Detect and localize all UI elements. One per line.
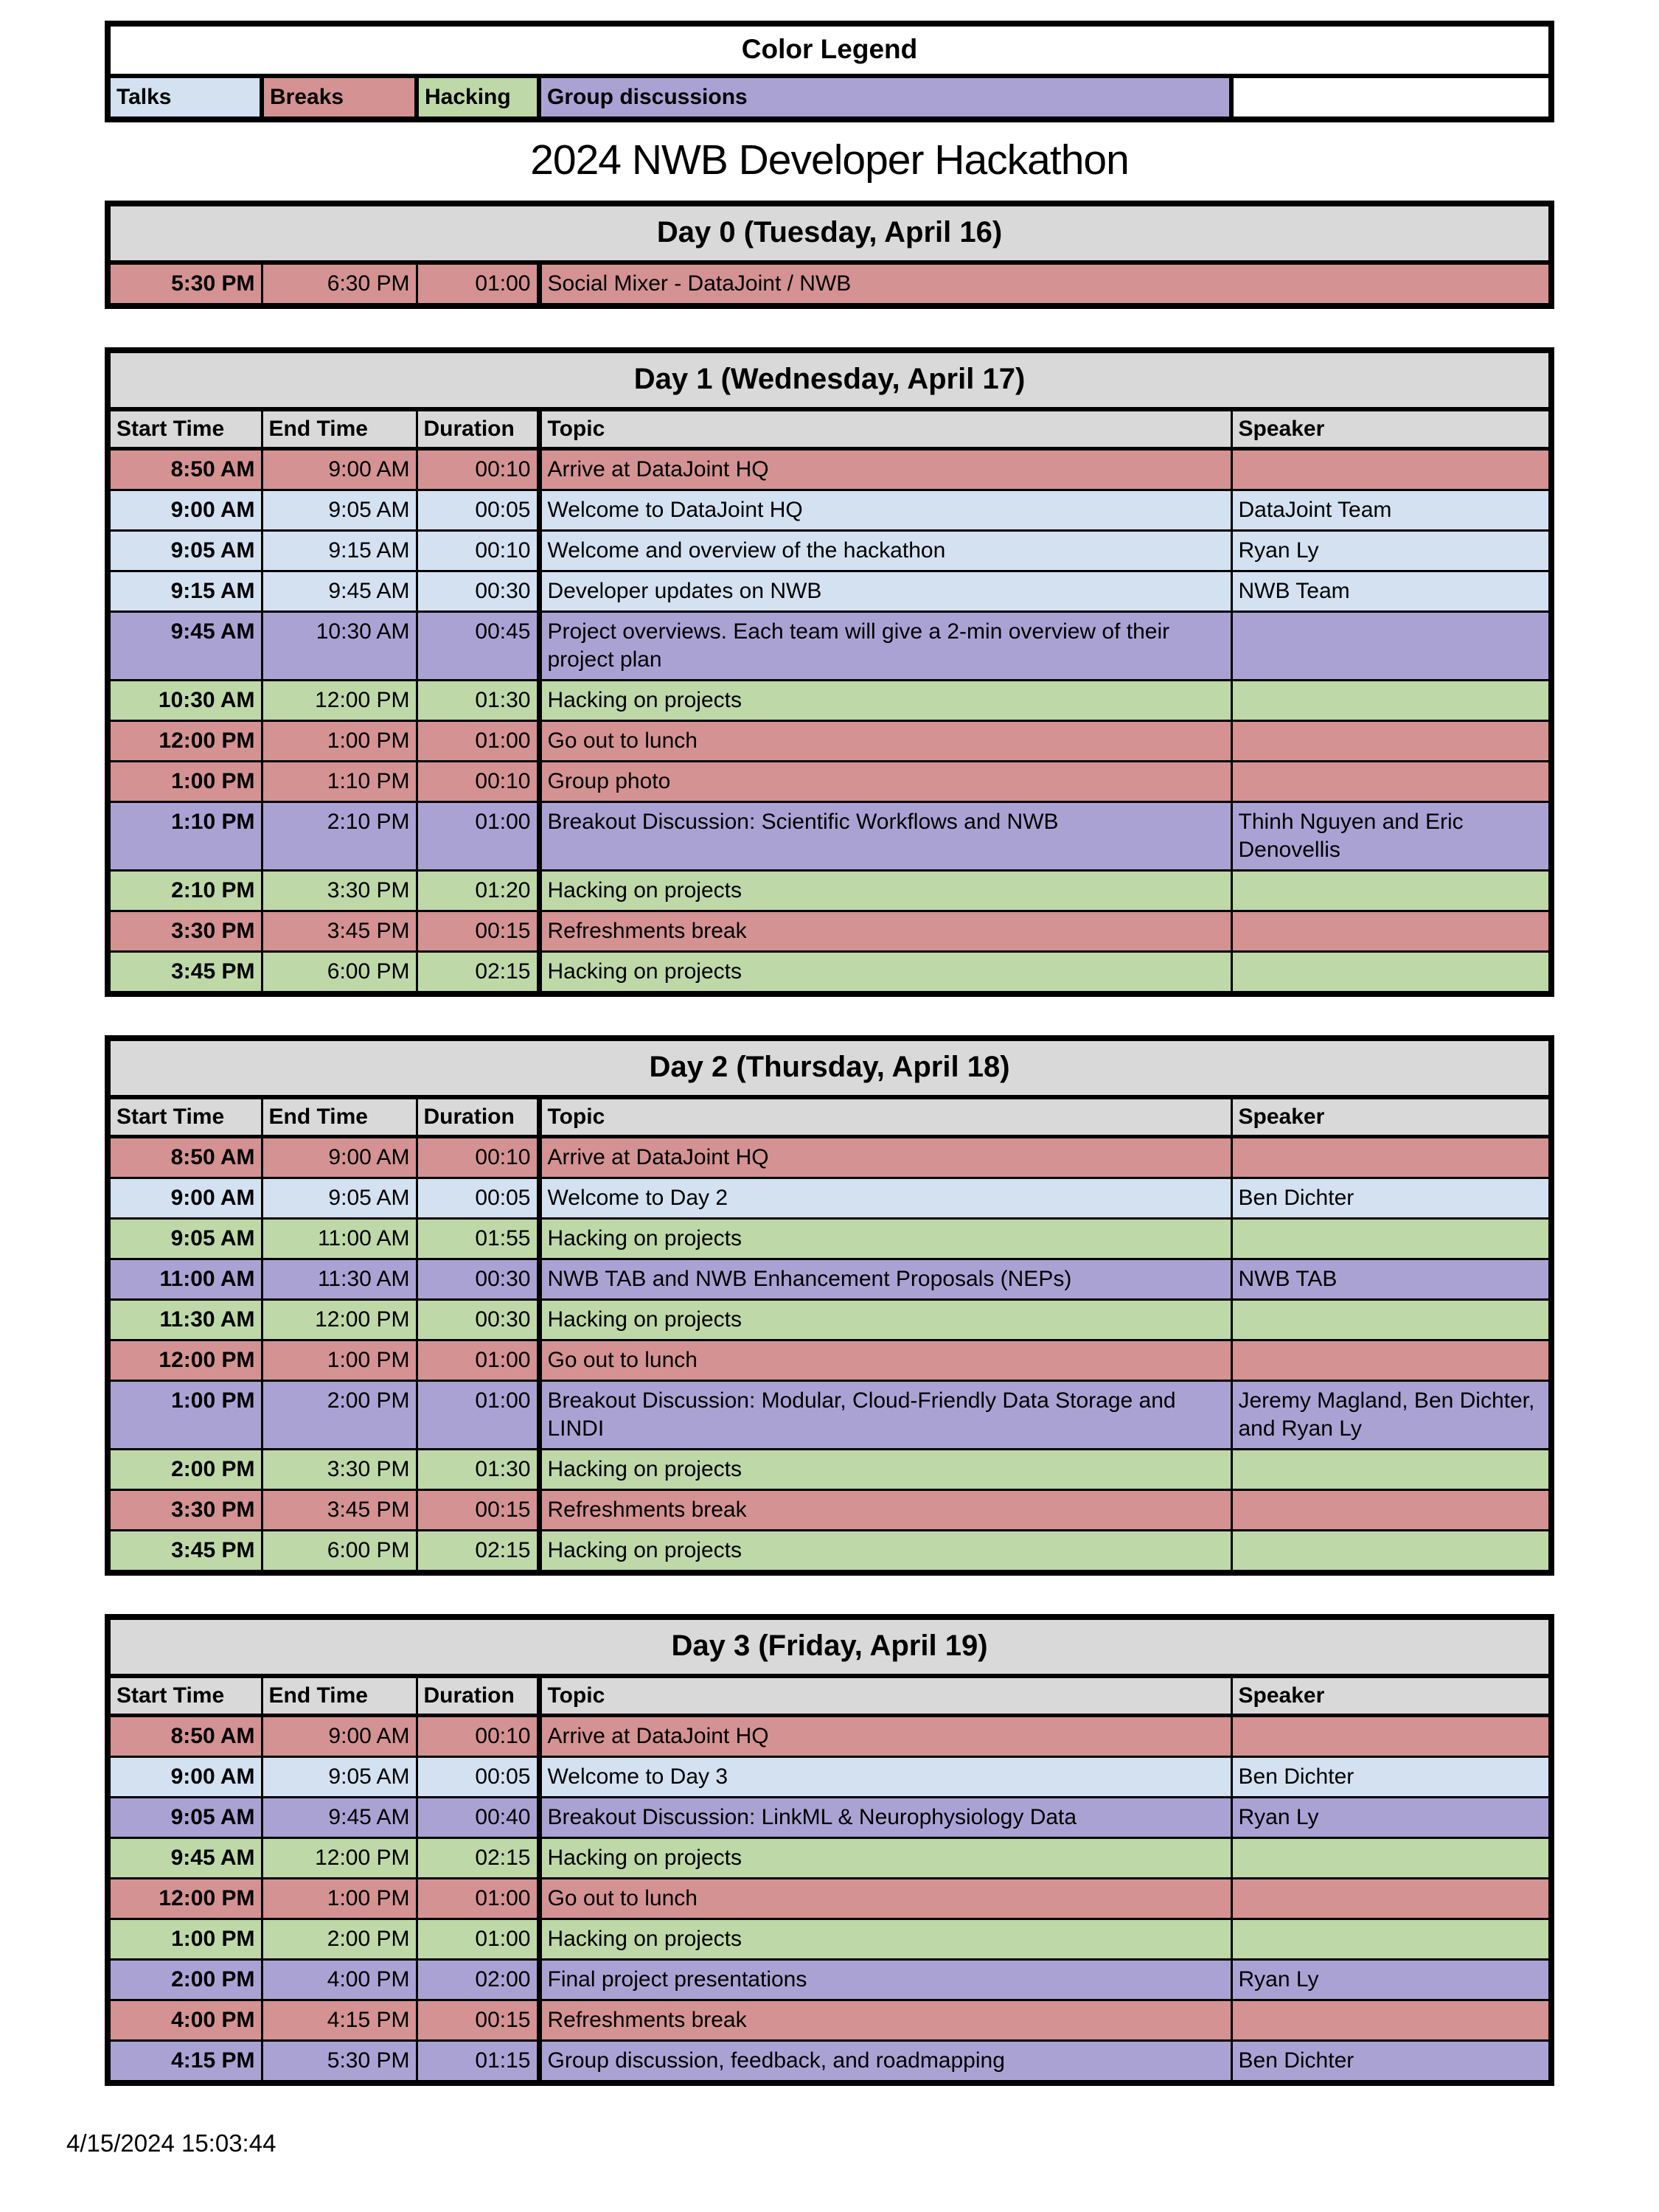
column-header-start-time: Start Time (111, 1676, 262, 1716)
cell-start-time: 2:00 PM (111, 1450, 262, 1490)
day-table (105, 1614, 1554, 2086)
cell-topic: Hacking on projects (539, 1838, 1231, 1879)
cell-duration: 01:00 (417, 1340, 539, 1381)
cell-topic: Developer updates on NWB (539, 571, 1231, 612)
cell-end-time: 4:15 PM (262, 2000, 417, 2041)
cell-duration: 00:15 (417, 911, 539, 952)
cell-duration: 00:10 (417, 1137, 539, 1178)
cell-topic: Hacking on projects (539, 1450, 1231, 1490)
cell-speaker: Ben Dichter (1231, 1757, 1548, 1798)
cell-speaker (1231, 952, 1548, 992)
cell-end-time: 1:00 PM (262, 721, 417, 762)
cell-start-time: 4:15 PM (111, 2041, 262, 2081)
column-header-duration: Duration (417, 1097, 539, 1137)
cell-start-time: 1:00 PM (111, 1919, 262, 1960)
cell-speaker (1231, 1919, 1548, 1960)
day-title-row (111, 206, 1548, 262)
cell-start-time: 8:50 AM (111, 1716, 262, 1757)
cell-duration: 00:45 (417, 612, 539, 681)
cell-duration: 00:15 (417, 2000, 539, 2041)
cell-topic: Hacking on projects (539, 1531, 1231, 1571)
cell-topic: Breakout Discussion: Modular, Cloud-Friendly Data Storage and LINDI (539, 1381, 1231, 1450)
cell-speaker: NWB Team (1231, 571, 1548, 612)
schedule-row (111, 1219, 1548, 1259)
legend-item-group-discussions: Group discussions (539, 76, 1231, 116)
column-header-speaker: Speaker (1231, 1097, 1548, 1137)
schedule-row (111, 1716, 1548, 1757)
cell-start-time: 1:10 PM (111, 802, 262, 871)
cell-speaker (1231, 871, 1548, 911)
cell-topic: Final project presentations (539, 1960, 1231, 2000)
cell-start-time: 4:00 PM (111, 2000, 262, 2041)
cell-start-time: 10:30 AM (111, 681, 262, 721)
cell-duration: 00:30 (417, 571, 539, 612)
cell-duration: 01:55 (417, 1219, 539, 1259)
cell-end-time: 9:00 AM (262, 449, 417, 490)
schedule-row (111, 681, 1548, 721)
cell-end-time: 2:00 PM (262, 1919, 417, 1960)
schedule-row (111, 1300, 1548, 1340)
cell-start-time: 3:30 PM (111, 1490, 262, 1531)
cell-end-time: 9:15 AM (262, 531, 417, 571)
cell-start-time: 3:45 PM (111, 952, 262, 992)
column-header-row (111, 1676, 1548, 1716)
legend-item-hacking: Hacking (417, 76, 539, 116)
schedule-row (111, 490, 1548, 531)
cell-end-time: 9:00 AM (262, 1716, 417, 1757)
cell-topic: Hacking on projects (539, 952, 1231, 992)
cell-speaker (1231, 1490, 1548, 1531)
schedule-row (111, 1178, 1548, 1219)
cell-speaker: Ben Dichter (1231, 1178, 1548, 1219)
cell-topic: Project overviews. Each team will give a 2-min overview of their project plan (539, 612, 1231, 681)
cell-duration: 01:20 (417, 871, 539, 911)
cell-topic: Refreshments break (539, 2000, 1231, 2041)
cell-start-time: 9:05 AM (111, 531, 262, 571)
cell-duration: 02:00 (417, 1960, 539, 2000)
cell-speaker (1231, 721, 1548, 762)
schedule-row (111, 952, 1548, 992)
cell-duration: 02:15 (417, 952, 539, 992)
cell-end-time: 3:45 PM (262, 1490, 417, 1531)
cell-start-time: 3:45 PM (111, 1531, 262, 1571)
cell-end-time: 12:00 PM (262, 1300, 417, 1340)
cell-topic: Breakout Discussion: Scientific Workflows and NWB (539, 802, 1231, 871)
cell-end-time: 6:30 PM (262, 262, 417, 303)
cell-end-time: 12:00 PM (262, 681, 417, 721)
column-header-start-time: Start Time (111, 409, 262, 449)
cell-start-time: 12:00 PM (111, 1340, 262, 1381)
schedule-row (111, 1531, 1548, 1571)
column-header-topic: Topic (539, 1097, 1231, 1137)
cell-duration: 00:30 (417, 1300, 539, 1340)
schedule-row (111, 802, 1548, 871)
cell-speaker (1231, 911, 1548, 952)
cell-speaker: Jeremy Magland, Ben Dichter, and Ryan Ly (1231, 1381, 1548, 1450)
cell-start-time: 9:05 AM (111, 1798, 262, 1838)
cell-end-time: 4:00 PM (262, 1960, 417, 2000)
cell-speaker: Ryan Ly (1231, 1960, 1548, 2000)
cell-end-time: 5:30 PM (262, 2041, 417, 2081)
cell-speaker: Thinh Nguyen and Eric Denovellis (1231, 802, 1548, 871)
schedule-row (111, 531, 1548, 571)
day-title: Day 0 (Tuesday, April 16) (111, 206, 1548, 262)
schedule-row (111, 1919, 1548, 1960)
legend-item-empty (1231, 76, 1548, 116)
cell-end-time: 6:00 PM (262, 1531, 417, 1571)
cell-topic: Social Mixer - DataJoint / NWB (539, 262, 1548, 303)
color-legend-table (111, 27, 1548, 116)
cell-speaker (1231, 1716, 1548, 1757)
cell-speaker (1231, 1300, 1548, 1340)
cell-start-time: 8:50 AM (111, 449, 262, 490)
cell-topic: Hacking on projects (539, 1219, 1231, 1259)
cell-topic: Welcome to Day 3 (539, 1757, 1231, 1798)
cell-duration: 00:05 (417, 1757, 539, 1798)
cell-end-time: 3:45 PM (262, 911, 417, 952)
cell-duration: 00:05 (417, 1178, 539, 1219)
column-header-duration: Duration (417, 1676, 539, 1716)
cell-duration: 01:00 (417, 1381, 539, 1450)
column-header-end-time: End Time (262, 1676, 417, 1716)
schedule-row (111, 762, 1548, 802)
cell-end-time: 9:45 AM (262, 571, 417, 612)
schedule-row (111, 1798, 1548, 1838)
cell-duration: 02:15 (417, 1531, 539, 1571)
cell-start-time: 8:50 AM (111, 1137, 262, 1178)
cell-topic: Welcome and overview of the hackathon (539, 531, 1231, 571)
schedule-row (111, 449, 1548, 490)
cell-speaker: NWB TAB (1231, 1259, 1548, 1300)
color-legend (105, 21, 1554, 122)
cell-start-time: 5:30 PM (111, 262, 262, 303)
day-title: Day 1 (Wednesday, April 17) (111, 353, 1548, 409)
cell-topic: Arrive at DataJoint HQ (539, 1137, 1231, 1178)
cell-topic: Hacking on projects (539, 871, 1231, 911)
legend-item-breaks: Breaks (262, 76, 417, 116)
cell-start-time: 11:30 AM (111, 1300, 262, 1340)
cell-topic: Go out to lunch (539, 1340, 1231, 1381)
legend-title: Color Legend (111, 27, 1548, 76)
cell-end-time: 11:00 AM (262, 1219, 417, 1259)
cell-duration: 01:30 (417, 681, 539, 721)
schedule-row (111, 1259, 1548, 1300)
cell-duration: 00:10 (417, 449, 539, 490)
cell-speaker: Ryan Ly (1231, 1798, 1548, 1838)
schedule-row (111, 1757, 1548, 1798)
column-header-end-time: End Time (262, 409, 417, 449)
cell-topic: Group discussion, feedback, and roadmapping (539, 2041, 1231, 2081)
schedule-row (111, 721, 1548, 762)
schedule-row (111, 1960, 1548, 2000)
cell-duration: 01:00 (417, 721, 539, 762)
schedule-row (111, 2000, 1548, 2041)
column-header-row (111, 409, 1548, 449)
cell-end-time: 3:30 PM (262, 1450, 417, 1490)
cell-topic: Hacking on projects (539, 681, 1231, 721)
cell-end-time: 9:00 AM (262, 1137, 417, 1178)
page-title: 2024 NWB Developer Hackathon (530, 136, 1129, 184)
cell-duration: 00:10 (417, 1716, 539, 1757)
column-header-start-time: Start Time (111, 1097, 262, 1137)
cell-topic: Hacking on projects (539, 1919, 1231, 1960)
day-table (105, 347, 1554, 997)
column-header-speaker: Speaker (1231, 1676, 1548, 1716)
cell-start-time: 9:00 AM (111, 1178, 262, 1219)
cell-duration: 01:00 (417, 802, 539, 871)
cell-topic: Refreshments break (539, 911, 1231, 952)
cell-start-time: 2:00 PM (111, 1960, 262, 2000)
cell-duration: 00:10 (417, 762, 539, 802)
cell-start-time: 2:10 PM (111, 871, 262, 911)
cell-end-time: 1:10 PM (262, 762, 417, 802)
cell-topic: Group photo (539, 762, 1231, 802)
column-header-topic: Topic (539, 409, 1231, 449)
schedule-row (111, 1838, 1548, 1879)
cell-speaker (1231, 1450, 1548, 1490)
cell-duration: 00:10 (417, 531, 539, 571)
cell-topic: Arrive at DataJoint HQ (539, 1716, 1231, 1757)
legend-swatch-row (111, 76, 1548, 116)
cell-topic: NWB TAB and NWB Enhancement Proposals (NEPs) (539, 1259, 1231, 1300)
cell-end-time: 9:05 AM (262, 490, 417, 531)
day-table (105, 201, 1554, 309)
cell-end-time: 12:00 PM (262, 1838, 417, 1879)
schedule-row (111, 1879, 1548, 1919)
cell-topic: Arrive at DataJoint HQ (539, 449, 1231, 490)
cell-duration: 01:30 (417, 1450, 539, 1490)
cell-start-time: 9:00 AM (111, 1757, 262, 1798)
cell-start-time: 12:00 PM (111, 1879, 262, 1919)
cell-topic: Welcome to DataJoint HQ (539, 490, 1231, 531)
schedule-row (111, 571, 1548, 612)
cell-duration: 01:00 (417, 262, 539, 303)
footer-timestamp: 4/15/2024 15:03:44 (66, 2129, 276, 2157)
cell-speaker (1231, 681, 1548, 721)
cell-end-time: 1:00 PM (262, 1340, 417, 1381)
cell-speaker: Ryan Ly (1231, 531, 1548, 571)
cell-topic: Refreshments break (539, 1490, 1231, 1531)
schedule-row (111, 1381, 1548, 1450)
cell-speaker (1231, 1340, 1548, 1381)
cell-duration: 01:15 (417, 2041, 539, 2081)
column-header-topic: Topic (539, 1676, 1231, 1716)
cell-end-time: 2:10 PM (262, 802, 417, 871)
day-tables-container (105, 201, 1554, 2086)
cell-start-time: 3:30 PM (111, 911, 262, 952)
cell-end-time: 10:30 AM (262, 612, 417, 681)
cell-end-time: 3:30 PM (262, 871, 417, 911)
cell-end-time: 2:00 PM (262, 1381, 417, 1450)
cell-speaker (1231, 2000, 1548, 2041)
cell-duration: 01:00 (417, 1879, 539, 1919)
cell-speaker (1231, 1531, 1548, 1571)
cell-speaker: DataJoint Team (1231, 490, 1548, 531)
cell-speaker (1231, 1879, 1548, 1919)
day-title: Day 3 (Friday, April 19) (111, 1620, 1548, 1676)
cell-start-time: 11:00 AM (111, 1259, 262, 1300)
cell-speaker (1231, 612, 1548, 681)
cell-end-time: 6:00 PM (262, 952, 417, 992)
cell-speaker (1231, 1219, 1548, 1259)
cell-start-time: 1:00 PM (111, 762, 262, 802)
cell-duration: 00:40 (417, 1798, 539, 1838)
schedule-row (111, 1137, 1548, 1178)
day-table (105, 1035, 1554, 1576)
legend-item-talks: Talks (111, 76, 262, 116)
schedule-row (111, 871, 1548, 911)
cell-topic: Hacking on projects (539, 1300, 1231, 1340)
schedule-row (111, 1450, 1548, 1490)
cell-start-time: 9:05 AM (111, 1219, 262, 1259)
cell-end-time: 1:00 PM (262, 1879, 417, 1919)
cell-duration: 00:05 (417, 490, 539, 531)
column-header-end-time: End Time (262, 1097, 417, 1137)
cell-end-time: 9:05 AM (262, 1757, 417, 1798)
schedule-row (111, 1490, 1548, 1531)
cell-speaker (1231, 762, 1548, 802)
day-title-row (111, 1620, 1548, 1676)
cell-speaker (1231, 1137, 1548, 1178)
cell-start-time: 9:15 AM (111, 571, 262, 612)
cell-duration: 02:15 (417, 1838, 539, 1879)
cell-end-time: 9:05 AM (262, 1178, 417, 1219)
column-header-duration: Duration (417, 409, 539, 449)
cell-topic: Go out to lunch (539, 721, 1231, 762)
cell-duration: 01:00 (417, 1919, 539, 1960)
schedule-row (111, 612, 1548, 681)
cell-start-time: 9:45 AM (111, 612, 262, 681)
schedule-row (111, 2041, 1548, 2081)
day-title-row (111, 1041, 1548, 1097)
cell-start-time: 12:00 PM (111, 721, 262, 762)
column-header-speaker: Speaker (1231, 409, 1548, 449)
cell-duration: 00:15 (417, 1490, 539, 1531)
schedule-row (111, 1340, 1548, 1381)
cell-start-time: 1:00 PM (111, 1381, 262, 1450)
cell-start-time: 9:00 AM (111, 490, 262, 531)
column-header-row (111, 1097, 1548, 1137)
cell-start-time: 9:45 AM (111, 1838, 262, 1879)
cell-topic: Breakout Discussion: LinkML & Neurophysiology Data (539, 1798, 1231, 1838)
day-title-row (111, 353, 1548, 409)
schedule-row (111, 911, 1548, 952)
cell-duration: 00:30 (417, 1259, 539, 1300)
cell-topic: Go out to lunch (539, 1879, 1231, 1919)
cell-end-time: 9:45 AM (262, 1798, 417, 1838)
day-title: Day 2 (Thursday, April 18) (111, 1041, 1548, 1097)
cell-end-time: 11:30 AM (262, 1259, 417, 1300)
cell-speaker: Ben Dichter (1231, 2041, 1548, 2081)
cell-speaker (1231, 449, 1548, 490)
schedule-row (111, 262, 1548, 303)
cell-topic: Welcome to Day 2 (539, 1178, 1231, 1219)
cell-speaker (1231, 1838, 1548, 1879)
